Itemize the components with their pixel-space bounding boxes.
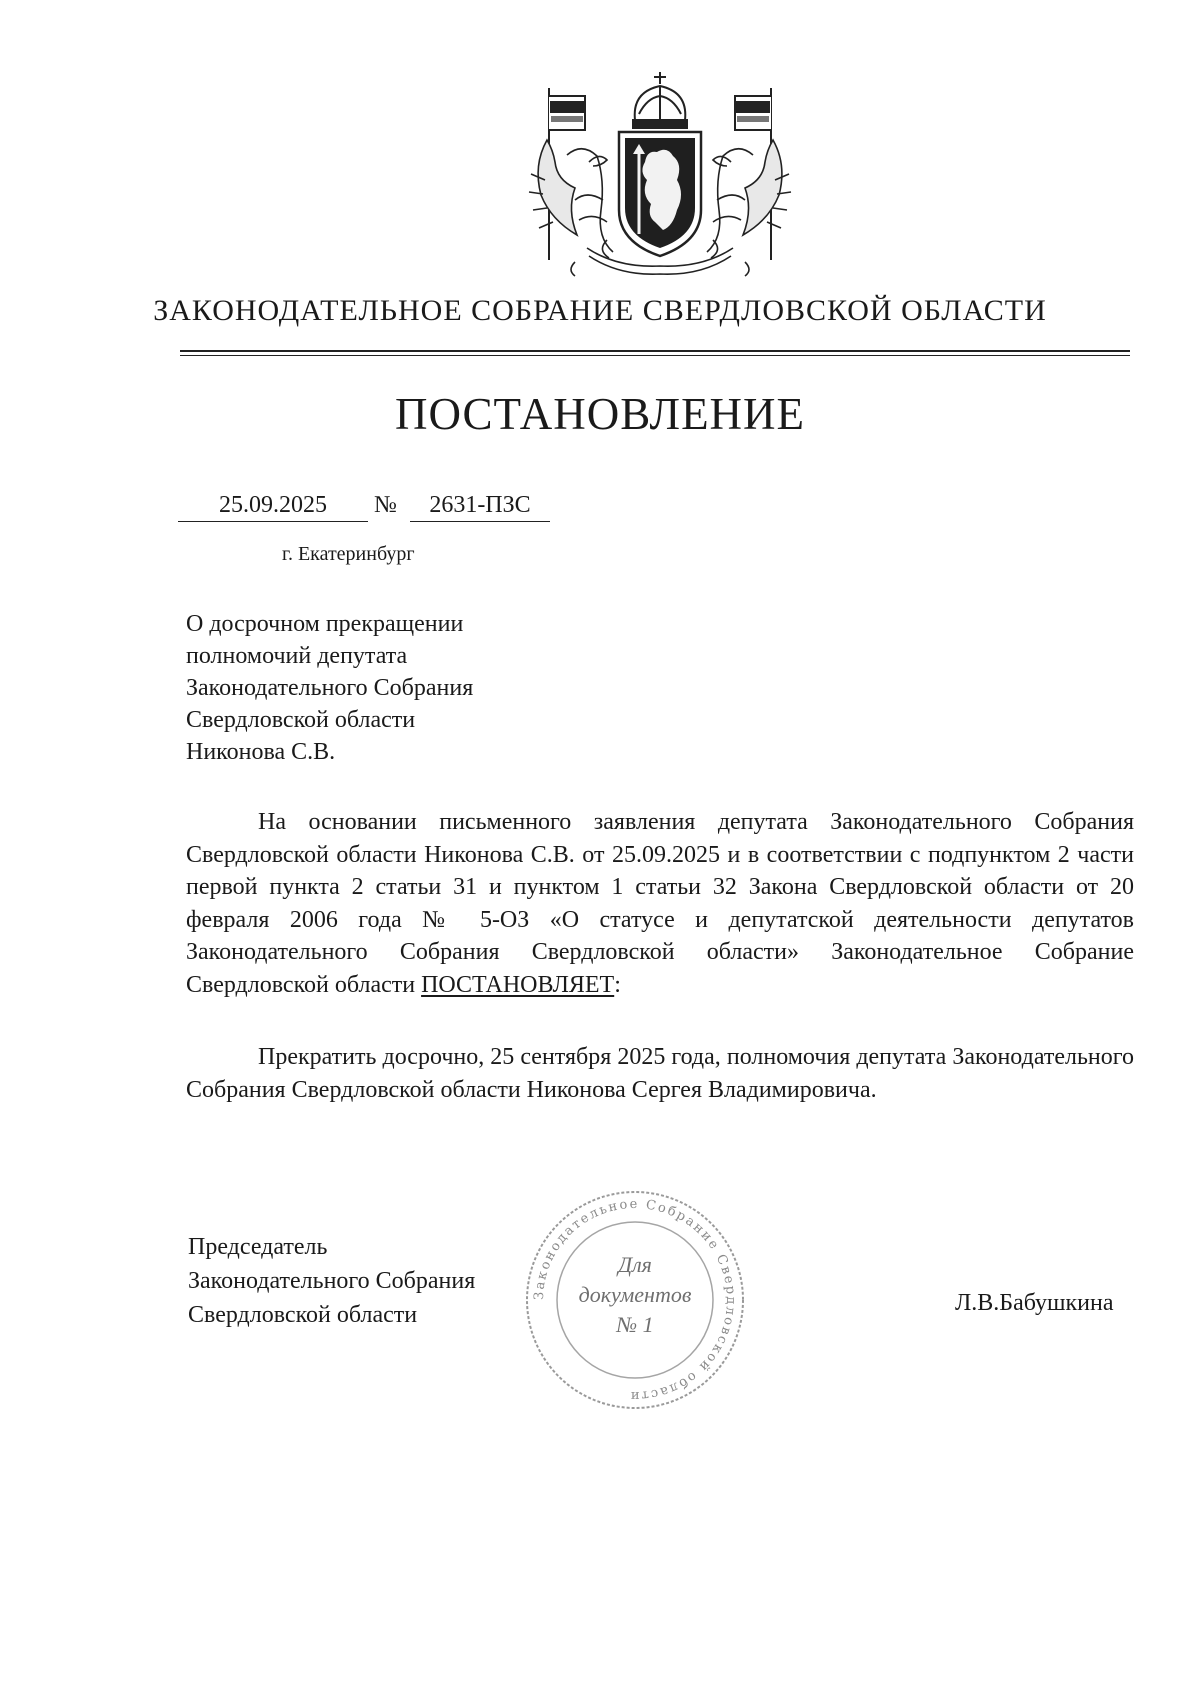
coat-of-arms-emblem bbox=[527, 70, 793, 280]
header-rule-thin bbox=[180, 355, 1130, 356]
number-sign: № bbox=[374, 492, 397, 518]
seal-label-line: документов bbox=[578, 1282, 692, 1307]
left-griffin-icon bbox=[529, 140, 613, 252]
document-subject bbox=[186, 608, 473, 768]
subject-line: О досрочном прекращении bbox=[186, 611, 464, 637]
signer-name: Л.В.Бабушкина bbox=[955, 1290, 1114, 1316]
document-date: 25.09.2025 bbox=[178, 492, 368, 522]
signer-position-line: Свердловской области bbox=[188, 1302, 418, 1328]
seal-label-line: № 1 bbox=[616, 1312, 654, 1337]
right-griffin-icon bbox=[707, 140, 791, 252]
decision-colon: : bbox=[614, 971, 621, 998]
subject-line: Свердловской области bbox=[186, 707, 416, 733]
basis-text: На основании письменного заявления депутата Законодательного Собрания Свердловской области Никонова С.В. от 25.09.2025 и в соответствии с подпунктом 2 части первой пункта 2 статьи 31 и пунктом 1 статьи 32 Закона Свердловской области от 20 февраля 2006 года № 5-ОЗ «О статусе и депутатской деятельности депутатов Законодательного Собрания Свердловской области» Законодательное Собрание Свердловской области bbox=[186, 809, 1134, 998]
body-paragraph-resolution: Прекратить досрочно, 25 сентября 2025 года, полномочия депутата Законодательного Собрания Свердловской области Никонова Сергея Владимировича. bbox=[186, 1044, 1134, 1103]
document-number: 2631-ПЗС bbox=[410, 492, 550, 522]
subject-line: Законодательного Собрания bbox=[186, 675, 474, 701]
body-paragraph-basis bbox=[186, 806, 1134, 1001]
document-type-title: ПОСТАНОВЛЕНИЕ bbox=[394, 389, 806, 439]
organization-name: ЗАКОНОДАТЕЛЬНОЕ СОБРАНИЕ СВЕРДЛОВСКОЙ ОБЛАСТИ bbox=[153, 294, 1047, 327]
decision-keyword: ПОСТАНОВЛЯЕТ bbox=[421, 971, 615, 998]
shield-icon bbox=[619, 132, 701, 256]
signer-position-line: Председатель bbox=[188, 1234, 328, 1260]
crown-icon bbox=[633, 72, 687, 128]
subject-line: Никонова С.В. bbox=[186, 739, 336, 765]
signer-position bbox=[188, 1230, 475, 1332]
subject-line: полномочий депутата bbox=[186, 643, 408, 669]
seal-label bbox=[555, 1250, 715, 1340]
seal-ring-text: Законодательное Собрание Свердловской области bbox=[531, 1196, 739, 1404]
header-rule bbox=[180, 350, 1130, 352]
seal-label-line: Для bbox=[618, 1252, 652, 1277]
city-label: г. Екатеринбург bbox=[282, 543, 415, 565]
signer-position-line: Законодательного Собрания bbox=[188, 1268, 476, 1294]
